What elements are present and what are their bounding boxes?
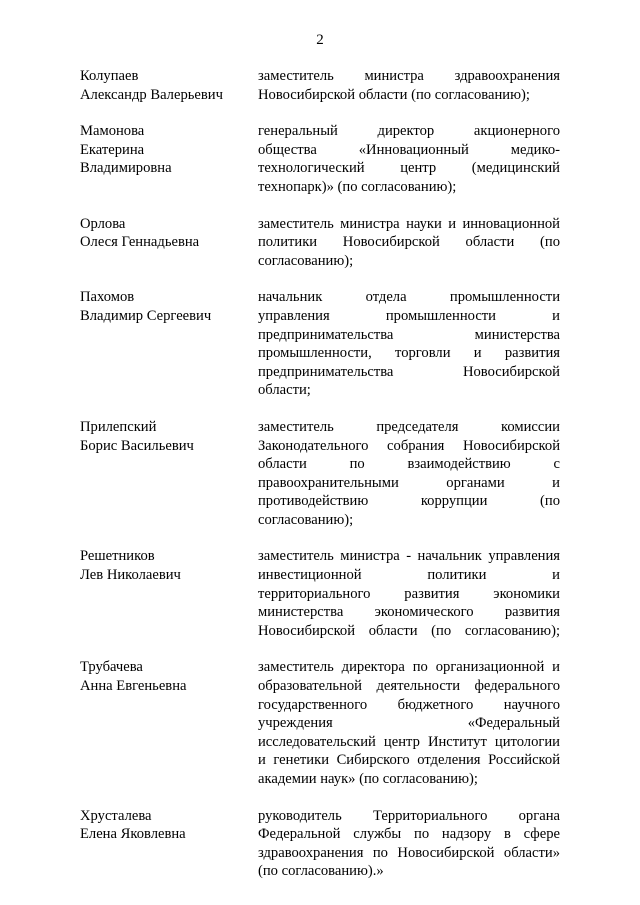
member-name: [80, 67, 258, 104]
member-given-names: Анна Евгеньевна: [80, 678, 187, 695]
member-name: [80, 122, 258, 196]
member-given-names: Олеся Геннадьевна: [80, 234, 200, 251]
role-line: территориального развития экономики: [258, 585, 560, 602]
member-given-names: Борис Васильевич: [80, 437, 194, 454]
members-list: [80, 67, 560, 899]
member-entry: [80, 418, 560, 530]
member-role: [258, 288, 560, 400]
role-line: и генетики Сибирского отделения Российской: [258, 752, 560, 769]
role-line: области по взаимодействию с: [258, 456, 560, 473]
page-number: 2: [316, 32, 324, 48]
member-given-names: Александр Валерьевич: [80, 86, 223, 103]
member-patronymic: Владимировна: [80, 160, 172, 177]
role-line: заместитель министра науки и инновационной: [258, 215, 560, 232]
member-name: [80, 547, 258, 640]
member-name: [80, 418, 258, 530]
role-line: Законодательного собрания Новосибирской: [258, 437, 560, 454]
member-entry: [80, 547, 560, 640]
role-line: области;: [258, 382, 311, 399]
role-line: технологический центр (медицинский: [258, 160, 560, 177]
member-role: [258, 807, 560, 881]
member-given-names: Екатерина: [80, 141, 145, 158]
role-line: образовательной деятельности федерального: [258, 678, 560, 695]
role-line: (по согласованию).»: [258, 863, 384, 880]
member-name: [80, 288, 258, 400]
role-line: академии наук» (по согласованию);: [258, 771, 478, 787]
role-line: министерства экономического развития: [258, 604, 560, 621]
member-role: [258, 418, 560, 530]
member-surname: Прилепский: [80, 418, 157, 435]
member-name: [80, 215, 258, 271]
member-entry: [80, 658, 560, 788]
member-surname: Колупаев: [80, 68, 139, 84]
role-line: исследовательский центр Институт цитологии: [258, 733, 560, 750]
role-line: здравоохранения по Новосибирской области»: [258, 844, 560, 861]
member-role: [258, 215, 560, 271]
role-line: общества «Инновационный медико-: [258, 141, 560, 158]
member-surname: Мамонова: [80, 123, 145, 140]
member-role: [258, 658, 560, 788]
role-line: инвестиционной политики и: [258, 567, 560, 584]
member-surname: Пахомов: [80, 289, 135, 306]
role-line: предпринимательства Новосибирской: [258, 363, 560, 380]
role-line: Новосибирской области (по согласованию);: [258, 622, 560, 639]
member-role: [258, 67, 560, 104]
member-entry: [80, 807, 560, 881]
role-line: заместитель министра здравоохранения: [258, 68, 560, 84]
member-given-names: Лев Николаевич: [80, 567, 181, 584]
member-given-names: Владимир Сергеевич: [80, 307, 212, 324]
member-name: [80, 658, 258, 788]
member-role: [258, 122, 560, 196]
member-entry: [80, 67, 560, 104]
role-line: начальник отдела промышленности: [258, 289, 560, 306]
role-line: управления промышленности и: [258, 307, 560, 324]
member-entry: [80, 288, 560, 400]
role-line: заместитель директора по организационной и: [258, 659, 560, 676]
member-entry: [80, 122, 560, 196]
role-line: противодействию коррупции (по: [258, 493, 560, 510]
role-line: государственного бюджетного научного: [258, 696, 560, 713]
member-name: [80, 807, 258, 881]
role-line: руководитель Территориального органа: [258, 807, 560, 824]
role-line: правоохранительными органами и: [258, 474, 560, 491]
role-line: промышленности, торговли и развития: [258, 345, 560, 362]
member-surname: Трубачева: [80, 659, 143, 676]
role-line: Федеральной службы по надзору в сфере: [258, 826, 560, 843]
member-surname: Хрусталева: [80, 807, 152, 824]
role-line: технопарк)» (по согласованию);: [258, 178, 457, 195]
role-line: согласованию);: [258, 511, 354, 528]
role-line: заместитель председателя комиссии: [258, 418, 560, 435]
member-role: [258, 547, 560, 640]
role-line: учреждения «Федеральный: [258, 715, 560, 732]
member-surname: Орлова: [80, 215, 126, 232]
role-line: политики Новосибирской области (по: [258, 234, 560, 251]
role-line: генеральный директор акционерного: [258, 123, 560, 140]
role-line: заместитель министра - начальник управления: [258, 548, 560, 565]
member-entry: [80, 215, 560, 271]
member-given-names: Елена Яковлевна: [80, 826, 186, 843]
role-line: согласованию);: [258, 252, 354, 269]
role-line: Новосибирской области (по согласованию);: [258, 86, 530, 103]
role-line: предпринимательства министерства: [258, 326, 560, 343]
member-surname: Решетников: [80, 548, 155, 565]
